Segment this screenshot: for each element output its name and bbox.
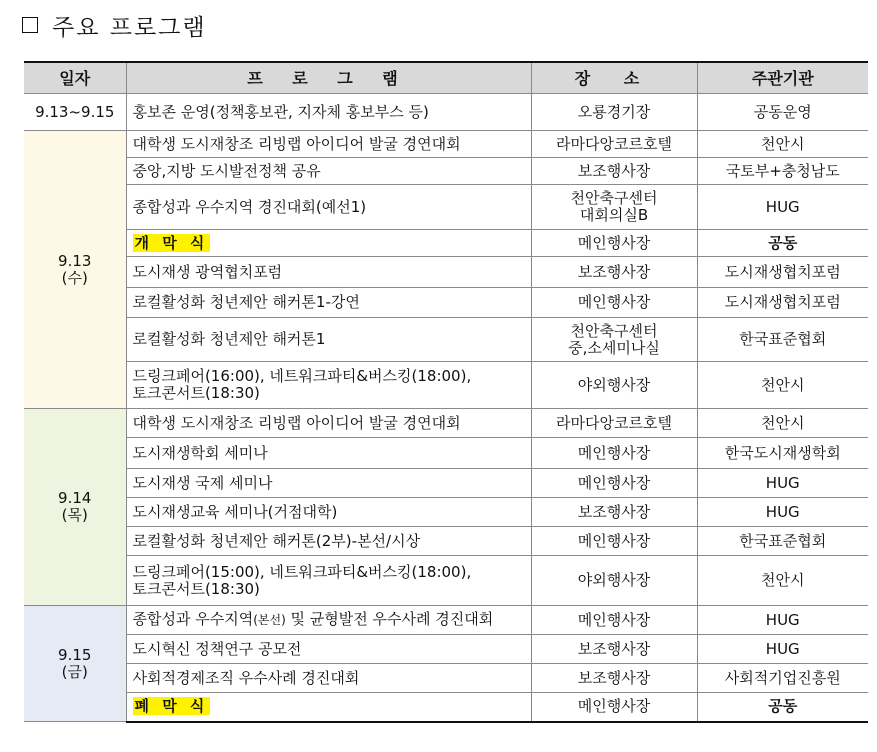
organizer-cell: 한국표준협회 <box>697 527 868 556</box>
venue-cell: 메인행사장 <box>531 230 697 257</box>
venue-cell: 메인행사장 <box>531 288 697 318</box>
organizer-cell: 도시재생협치포럼 <box>697 288 868 318</box>
section-title: 주요 프로그램 <box>52 14 207 41</box>
day-text: (목) <box>61 506 88 524</box>
organizer-cell: 공동운영 <box>697 94 868 131</box>
venue-line-2: 대회의실B <box>579 206 649 224</box>
checkbox-square-icon <box>22 17 38 33</box>
program-text-small: (본선) <box>253 613 286 627</box>
venue-cell: 야외행사장 <box>531 362 697 409</box>
program-table <box>24 61 868 723</box>
table-row <box>24 257 868 288</box>
program-line-1: 드링크페어(15:00), 네트워크파티&버스킹(18:00), <box>132 562 472 581</box>
venue-cell: 보조행사장 <box>531 664 697 693</box>
table-row <box>24 606 868 635</box>
program-cell: 로컬활성화 청년제안 해커톤1 <box>126 318 531 362</box>
program-cell: 대학생 도시재창조 리빙랩 아이디어 발굴 경연대회 <box>126 131 531 158</box>
date-cell <box>24 606 126 722</box>
date-text: 9.13 <box>58 251 92 270</box>
organizer-cell: 천안시 <box>697 409 868 438</box>
venue-cell: 보조행사장 <box>531 257 697 288</box>
program-text-b: 및 균형발전 우수사례 경진대회 <box>285 610 494 628</box>
table-row <box>24 158 868 185</box>
table-header-row <box>24 62 868 94</box>
venue-cell <box>531 185 697 230</box>
organizer-cell: 한국표준협회 <box>697 318 868 362</box>
program-cell <box>126 556 531 606</box>
venue-cell: 보조행사장 <box>531 635 697 664</box>
organizer-cell: HUG <box>697 606 868 635</box>
day-text: (금) <box>61 662 88 681</box>
venue-cell: 라마다앙코르호텔 <box>531 131 697 158</box>
program-cell: 로컬활성화 청년제안 해커톤1-강연 <box>126 288 531 318</box>
organizer-cell: HUG <box>697 635 868 664</box>
program-text-a: 종합성과 우수지역 <box>132 610 254 628</box>
program-cell <box>126 230 531 257</box>
organizer-cell: HUG <box>697 498 868 527</box>
table-row <box>24 693 868 722</box>
program-cell: 로컬활성화 청년제안 해커톤(2부)-본선/시상 <box>126 527 531 556</box>
program-cell: 사회적경제조직 우수사례 경진대회 <box>126 664 531 693</box>
venue-cell: 메인행사장 <box>531 438 697 469</box>
table-row <box>24 362 868 409</box>
closing-ceremony-label: 폐 막 식 <box>134 697 209 716</box>
organizer-cell: 천안시 <box>697 556 868 606</box>
venue-cell: 오룡경기장 <box>531 94 697 131</box>
table-row <box>24 288 868 318</box>
program-cell: 홍보존 운영(정책홍보관, 지자체 홍보부스 등) <box>126 94 531 131</box>
organizer-cell: 한국도시재생학회 <box>697 438 868 469</box>
program-cell: 중앙,지방 도시발전정책 공유 <box>126 158 531 185</box>
program-cell: 도시혁신 정책연구 공모전 <box>126 635 531 664</box>
table-row <box>24 131 868 158</box>
table-row <box>24 230 868 257</box>
organizer-cell: 공동 <box>697 693 868 722</box>
table-row <box>24 469 868 498</box>
venue-cell: 메인행사장 <box>531 469 697 498</box>
venue-line-2: 중,소세미나실 <box>568 338 660 357</box>
header-program: 프 로 그 램 <box>126 62 531 94</box>
organizer-cell: 천안시 <box>697 362 868 409</box>
date-cell <box>24 409 126 606</box>
program-cell: 도시재생 광역협치포럼 <box>126 257 531 288</box>
venue-cell: 메인행사장 <box>531 693 697 722</box>
organizer-cell: 공동 <box>697 230 868 257</box>
organizer-cell: HUG <box>697 469 868 498</box>
organizer-cell: 국토부+충청남도 <box>697 158 868 185</box>
program-cell: 대학생 도시재창조 리빙랩 아이디어 발굴 경연대회 <box>126 409 531 438</box>
venue-cell: 메인행사장 <box>531 527 697 556</box>
header-venue: 장 소 <box>531 62 697 94</box>
date-text: 9.15 <box>58 645 92 664</box>
venue-cell: 메인행사장 <box>531 606 697 635</box>
program-line-2: 토크콘서트(18:30) <box>132 384 260 402</box>
venue-cell: 보조행사장 <box>531 158 697 185</box>
program-cell <box>126 362 531 409</box>
venue-cell: 라마다앙코르호텔 <box>531 409 697 438</box>
venue-line-1: 천안축구센터 <box>570 189 658 207</box>
program-line-2: 토크콘서트(18:30) <box>132 579 260 598</box>
organizer-cell: HUG <box>697 185 868 230</box>
venue-line-1: 천안축구센터 <box>570 321 658 340</box>
table-row <box>24 664 868 693</box>
program-cell <box>126 693 531 722</box>
table-row <box>24 635 868 664</box>
organizer-cell: 천안시 <box>697 131 868 158</box>
header-date: 일자 <box>24 62 126 94</box>
date-cell <box>24 131 126 409</box>
program-cell: 도시재생 국제 세미나 <box>126 469 531 498</box>
program-cell: 도시재생교육 세미나(거점대학) <box>126 498 531 527</box>
organizer-cell: 사회적기업진흥원 <box>697 664 868 693</box>
table-row <box>24 94 868 131</box>
table-row <box>24 556 868 606</box>
day-text: (수) <box>61 268 88 287</box>
venue-cell: 보조행사장 <box>531 498 697 527</box>
program-cell <box>126 606 531 635</box>
venue-cell <box>531 318 697 362</box>
venue-cell: 야외행사장 <box>531 556 697 606</box>
table-row <box>24 438 868 469</box>
program-line-1: 드링크페어(16:00), 네트워크파티&버스킹(18:00), <box>132 367 472 385</box>
header-organizer: 주관기관 <box>697 62 868 94</box>
organizer-cell: 도시재생협치포럼 <box>697 257 868 288</box>
date-text: 9.14 <box>58 489 92 507</box>
opening-ceremony-label: 개 막 식 <box>134 233 209 252</box>
table-row <box>24 498 868 527</box>
table-row <box>24 318 868 362</box>
program-cell: 종합성과 우수지역 경진대회(예선1) <box>126 185 531 230</box>
program-cell: 도시재생학회 세미나 <box>126 438 531 469</box>
table-row <box>24 527 868 556</box>
table-row <box>24 185 868 230</box>
table-row <box>24 409 868 438</box>
date-cell: 9.13~9.15 <box>24 94 126 131</box>
section-heading <box>22 8 207 42</box>
